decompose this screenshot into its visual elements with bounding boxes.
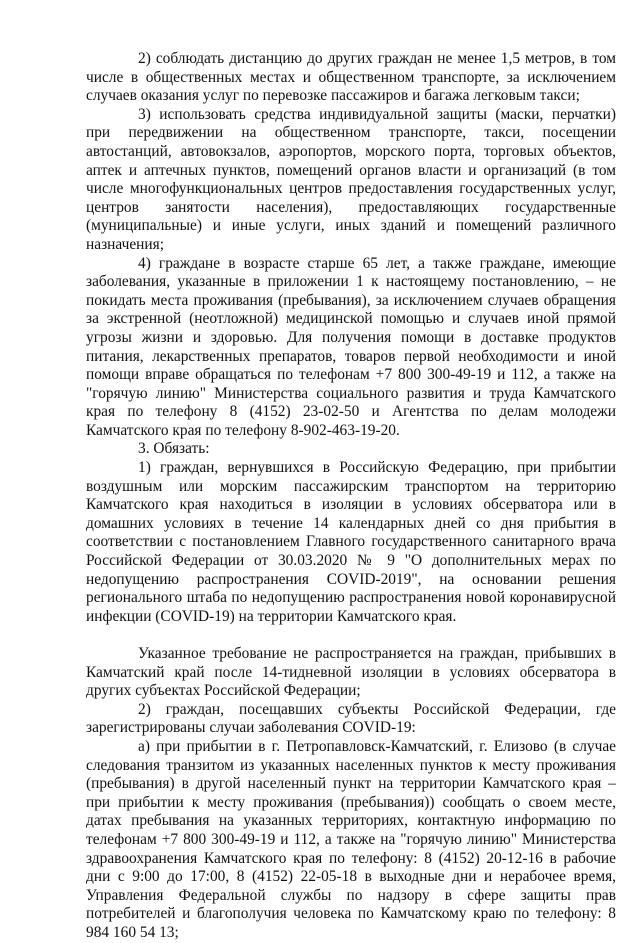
paragraph-item-3: 3) использовать средства индивидуальной защиты (маски, перчатки) при передвижении на общественном транспорте, такси, посещении автостанций, автовокзалов, аэропортов, морского порта, торговых объектов, аптек и аптечных пунктов, помещений органов власти и организаций (в том числе многофункциональных центров предоставления государственных услуг, центров занятости населения), предоставляющих государственные (муниципальные) и иные услуги, иных зданий и помещений различного назначения; [86,105,616,253]
section-heading-oblige: 3. Обязать: [138,440,210,458]
paragraph-returning-citizens: 1) граждан, вернувшихся в Российскую Федерацию, при прибытии воздушным или морским пассажирским транспортом на территорию Камчатского края находиться в изоляции в условиях обсерватора или в домашних условиях в течение 14 календарных дней со дня прибытия в соответствии с постановлением Главного государственного санитарного врача Российской Федерации от 30.03.2020 № 9 "О дополнительных мерах по недопущению распространения COVID-2019", на основании решения регионального штаба по недопущению распространения новой коронавирусной инфекции (COVID-19) на территории Камчатского края. [86,459,616,625]
paragraph-item-2: 2) соблюдать дистанцию до других граждан не менее 1,5 метров, в том числе в общественных местах и общественном транспорте, за исключением случаев оказания услуг по перевозке пассажиров и багажа легковым такси; [86,50,616,105]
paragraph-exception-note: Указанное требование не распространяется на граждан, прибывших в Камчатский край после 14-тидневной изоляции в условиях обсерватора в других субъектах Российской Федерации; [86,645,616,700]
paragraph-arrival-reporting: а) при прибытии в г. Петропавловск-Камчатский, г. Елизово (в случае следования транзитом из указанных населенных пунктов к месту проживания (пребывания) в другой населенный пункт на территории Камчатского края – при прибытии к месту проживания (пребывания)) сообщать о своем месте, датах пребывания на указанных территориях, контактную информацию по телефонам +7 800 300-49-19 и 112, а также на "горячую линию" Министерства здравоохранения Камчатского края по телефону: 8 (4152) 20-12-16 в рабочие дни с 9:00 до 17:00, 8 (4152) 22-05-18 в выходные дни и нерабочее время, Управления Федеральной службы по надзору в сфере защиты прав потребителей и благополучия человека по Камчатскому краю по телефону: 8 984 160 54 13; [86,737,616,941]
paragraph-visited-regions: 2) граждан, посещавших субъекты Российской Федерации, где зарегистрированы случаи заболевания COVID-19: [86,700,616,737]
document-page [86,50,616,943]
paragraph-item-4: 4) граждане в возрасте старше 65 лет, а также граждане, имеющие заболевания, указанные в приложении 1 к настоящему постановлению, – не покидать места проживания (пребывания), за исключением случаев обращения за экстренной (неотложной) медицинской помощью и случаев иной прямой угрозы жизни и здоровью. Для получения помощи в доставке продуктов питания, лекарственных препаратов, товаров первой необходимости и иной помощи вправе обращаться по телефонам +7 800 300-49-19 и 112, а также на "горячую линию" Министерства социального развития и труда Камчатского края по телефону 8 (4152) 23-02-50 и Агентства по делам молодежи Камчатского края по телефону 8-902-463-19-20. [86,254,616,439]
